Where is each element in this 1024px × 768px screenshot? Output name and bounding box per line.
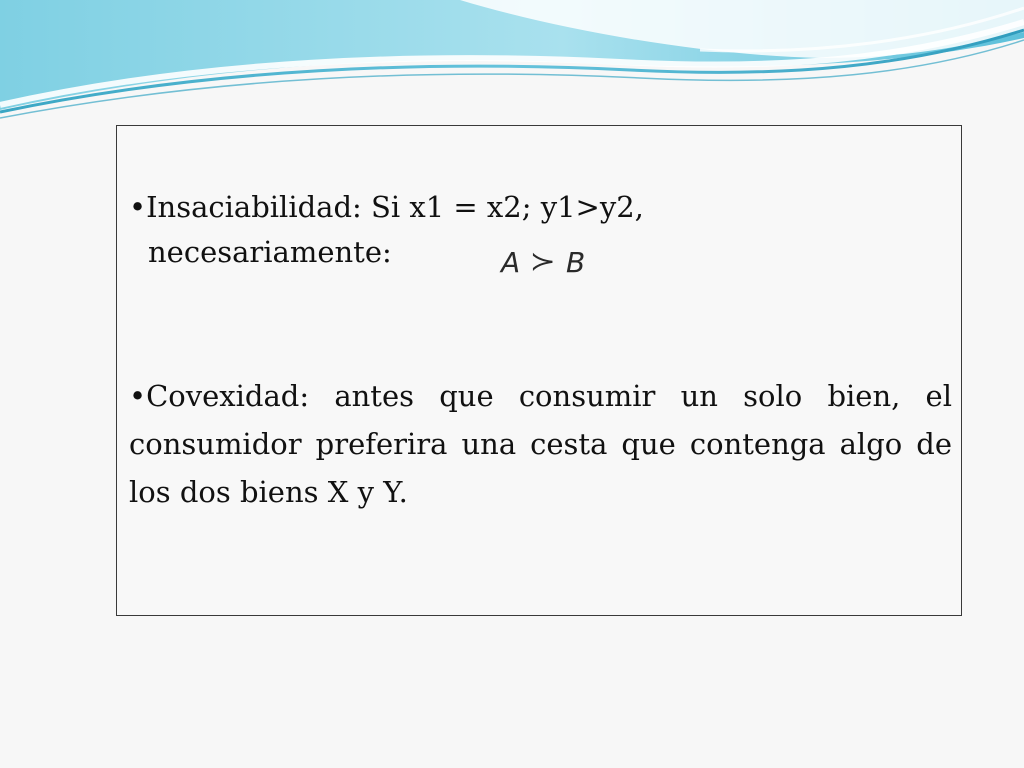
preference-formula xyxy=(501,247,587,277)
bullet-insaciabilidad-line-1: •Insaciabilidad: Si x1 = x2; y1>y2, xyxy=(129,190,644,224)
formula-relation: ≻ xyxy=(529,247,559,277)
formula-right: B xyxy=(565,245,588,279)
header-swoosh-decoration xyxy=(0,0,1024,140)
bullet-convexidad: •Covexidad: antes que consumir un solo bien, el consumidor preferira una cesta que contenga algo de los dos biens X y Y. xyxy=(129,379,952,509)
bullet-insaciabilidad-line-2: necesariamente: xyxy=(148,235,392,269)
formula-left: A xyxy=(501,245,523,279)
